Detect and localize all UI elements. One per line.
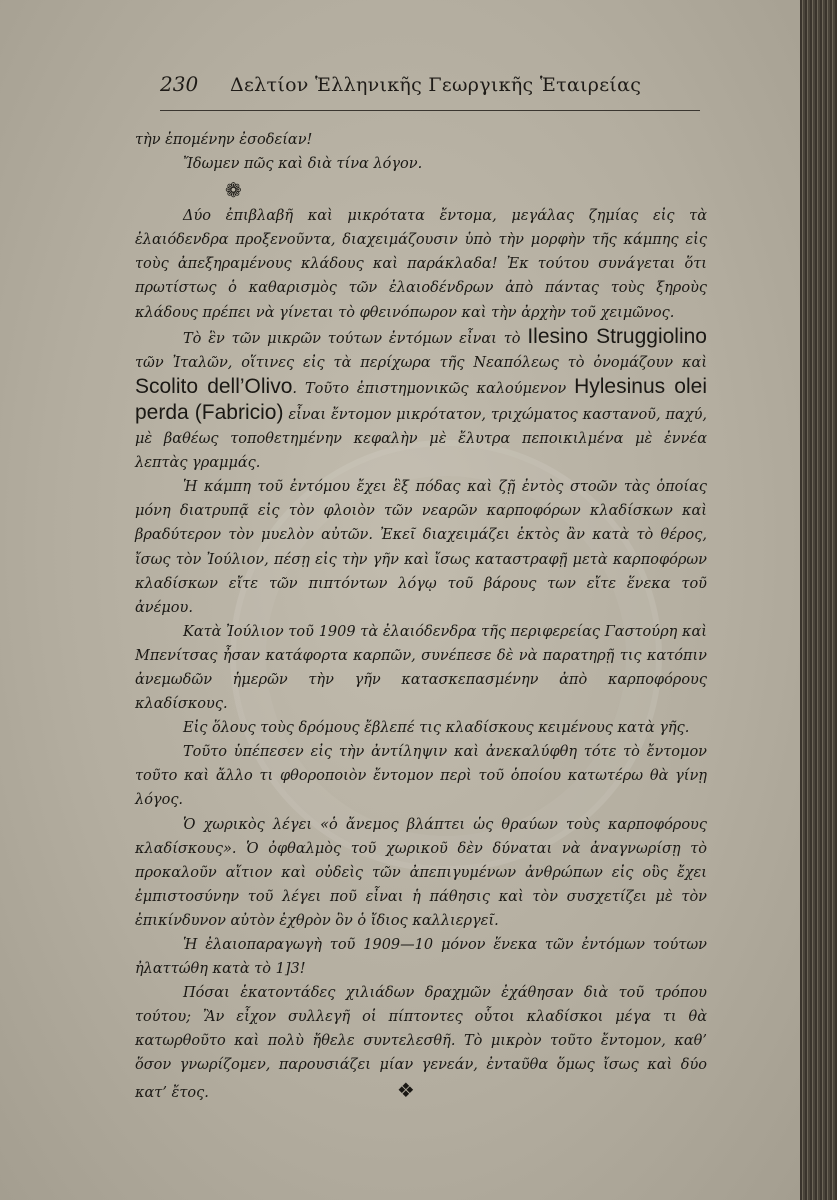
paragraph-7: Τοῦτο ὑπέπεσεν εἰς τὴν ἀντίληψιν καὶ ἀνεκαλύφθη τότε τὸ ἔντομον τοῦτο καὶ ἄλλο τι φθοροποιὸν ἔντομον περὶ τοῦ ὁποίου κατωτέρω θὰ γίνῃ λόγος. xyxy=(135,744,707,809)
paragraph-9: Ἡ ἐλαιοπαραγωγὴ τοῦ 1909—10 μόνον ἕνεκα τῶν ἐντόμων τούτων ἠλαττώθη κατὰ τὸ 1]3! xyxy=(135,937,707,978)
latin-name-hylesinus: Hylesinus olei perda (Fabricio) xyxy=(135,374,707,424)
paragraph-5: Κατὰ Ἰούλιον τοῦ 1909 τὰ ἐλαιόδενδρα τῆς περιφερείας Γαστούρη καὶ Μπενίτσας ἦσαν κατάφορτα καρπῶν, συνέπεσε δὲ νὰ παρατηρῇ τις κατόπιν ἀνεμωδῶν ἡμερῶν τὴν γῆν κατασκεπασμένην ἀπὸ καρποφόρους κλαδίσκους. xyxy=(135,623,707,713)
end-ornament: ❖ xyxy=(396,1077,415,1102)
page-number: 230 xyxy=(160,72,199,96)
paragraph-10: Πόσαι ἑκατοντάδες χιλιάδων δραχμῶν ἐχάθησαν διὰ τοῦ τρόπου τούτου; Ἂν εἶχον συλλεγῆ οἱ πίπτοντες οὗτοι κλαδίσκοι μέγα τι θὰ κατωρθοῦτο καὶ πολὺ ἤθελε συντελεσθῆ. Τὸ μικρὸν τοῦτο ἔντομον, καθ’ ὅσον γνωρίζομεν, παρουσιάζει μίαν γενεάν, ἐνταῦθα ὅμως ἴσως καὶ δύο κατ’ ἔτος. ❖ xyxy=(135,985,707,1102)
paragraph-1: Ἴδωμεν πῶς καὶ διὰ τίνα λόγον. xyxy=(183,156,423,173)
paragraph-8: Ὁ χωρικὸς λέγει «ὁ ἄνεμος βλάπτει ὡς θραύων τοὺς καρποφόρους κλαδίσκους». Ὁ ὀφθαλμὸς τοῦ χωρικοῦ δὲν δύναται νὰ ἀναγνωρίσῃ τὸ προκαλοῦν αἴτιον καὶ οὐδεὶς τῶν ἀπεπιγυμένων ἀνθρώπων εἰς οὓς ἔχει ἐμπιστοσύνην τοῦ λέγει ποῦ εἶναι ἡ πάθησις καὶ τὸν συσχετίζει μὲ τὸν ἐπικίνδυνον αὐτὸν ἐχθρὸν ὃν ὁ ἴδιος καλλιεργεῖ. xyxy=(135,816,707,929)
page-header xyxy=(160,70,700,111)
paragraph-0: τὴν ἑπομένην ἐσοδείαν! xyxy=(135,132,313,148)
paragraph-4: Ἡ κάμπη τοῦ ἐντόμου ἔχει ἓξ πόδας καὶ ζῇ ἐντὸς στοῶν τὰς ὁποίας μόνη διατρυπᾷ εἰς τὸν φλοιὸν τῶν νεαρῶν καρποφόρων κλαδίσκων καὶ βραδύτερον τὸν μυελὸν αὐτῶν. Ἐκεῖ διαχειμάζει ἐκτὸς ἂν κατὰ τὸ θέρος, ἴσως τὸν Ἰούλιον, πέσῃ εἰς τὴν γῆν καὶ ἴσως καταστραφῇ μετὰ καρποφόρων κλαδίσκων εἴτε τῶν πιπτόντων λόγῳ τοῦ βάρους των εἴτε ἕνεκα τοῦ ἀνέμου. xyxy=(135,479,707,616)
article-body xyxy=(135,128,707,1105)
latin-name-scolito: Scolito dell’Olivo xyxy=(135,374,293,398)
latin-name-ilesino: Ilesino Struggiolino xyxy=(527,324,707,348)
running-title: Δελτίον Ἑλληνικῆς Γεωργικῆς Ἑταιρείας xyxy=(230,74,642,96)
paragraph-6: Εἰς ὅλους τοὺς δρόμους ἔβλεπέ τις κλαδίσκους κειμένους κατὰ γῆς. xyxy=(183,720,690,737)
section-ornament: ❁ xyxy=(225,178,242,203)
paragraph-2: Δύο ἐπιβλαβῆ καὶ μικρότατα ἔντομα, μεγάλας ζημίας εἰς τὰ ἐλαιόδενδρα προξενοῦντα, διαχειμάζουσιν ὑπὸ τὴν μορφὴν τῆς κάμπης εἰς τοὺς ἀπεξηραμένους κλάδους καὶ παράκλαδα! Ἐκ τούτου συνάγεται ὅτι πρωτίστως ὁ καθαρισμὸς τῶν ἐλαιοδένδρων ἀπὸ πάντας τοὺς ξηροὺς κλάδους πρέπει νὰ γίνεται τὸ φθεινόπωρον καὶ τὴν ἀρχὴν τοῦ χειμῶνος. xyxy=(135,208,707,321)
paragraph-3: Τὸ ἓν τῶν μικρῶν τούτων ἐντόμων εἶναι τὸ Ilesino Struggiolino τῶν Ἰταλῶν, οἵτινες εἰς τὰ περίχωρα τῆς Νεαπόλεως τὸ ὀνομάζουν καὶ Scolito dell’Olivo. Τοῦτο ἐπιστημονικῶς καλούμενον Hylesinus olei perda (Fabricio) εἶναι ἔντομον μικρότατον, τριχώματος καστανοῦ, παχύ, μὲ βαθέως τοποθετημένην κεφαλὴν μὲ ἔλυτρα πεποικιλμένα μὲ ἐννέα λεπτὰς γραμμάς. xyxy=(135,324,707,472)
page-edges xyxy=(800,0,837,1200)
